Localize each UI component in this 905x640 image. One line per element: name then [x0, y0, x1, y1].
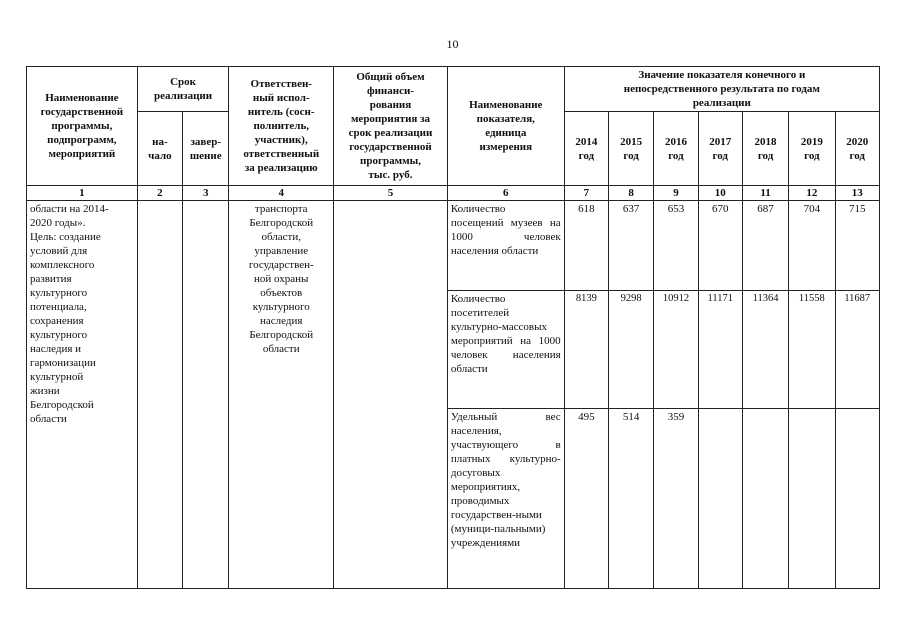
program-table	[26, 66, 880, 589]
header-indicator: Наименование показателя, единица измерения	[447, 67, 564, 186]
value-cell: 8139	[564, 291, 608, 409]
value-cell: 670	[698, 201, 742, 291]
column-number: 13	[835, 186, 879, 201]
column-number: 7	[564, 186, 608, 201]
header-program-name: Наименование государственной программы, подпрограмм, мероприятий	[27, 67, 138, 186]
indicator-cell: Количество посетителей культурно-массовых мероприятий на 1000 человек населения области	[447, 291, 564, 409]
column-number: 5	[334, 186, 448, 201]
value-cell: 11364	[742, 291, 788, 409]
header-year-2017: 2017 год	[698, 112, 742, 186]
value-cell: 618	[564, 201, 608, 291]
column-number: 8	[608, 186, 653, 201]
header-values-group: Значение показателя конечного и непосредственного результата по годам реализации	[564, 67, 879, 112]
value-cell: 11558	[789, 291, 835, 409]
value-cell: 514	[608, 409, 653, 589]
column-number: 11	[742, 186, 788, 201]
column-number-row	[27, 186, 880, 201]
value-cell	[835, 409, 879, 589]
value-cell	[698, 409, 742, 589]
table-row	[27, 201, 880, 291]
column-number: 12	[789, 186, 835, 201]
program-description: области на 2014- 2020 годы». Цель: создание условий для комплексного развития культурного потенциала, сохранения культурного наследия и гармонизации культурной жизни Белгородской области	[27, 201, 138, 589]
value-cell: 687	[742, 201, 788, 291]
column-number: 10	[698, 186, 742, 201]
value-cell	[742, 409, 788, 589]
value-cell: 704	[789, 201, 835, 291]
finance-cell	[334, 201, 448, 589]
header-year-2014: 2014 год	[564, 112, 608, 186]
value-cell: 11171	[698, 291, 742, 409]
indicator-cell: Удельный вес населения, участвующего в платных культурно-досуговых мероприятиях, проводимых государствен-ными (муници-пальными) учреждениями	[447, 409, 564, 589]
header-year-2015: 2015 год	[608, 112, 653, 186]
value-cell: 637	[608, 201, 653, 291]
value-cell: 11687	[835, 291, 879, 409]
value-cell: 495	[564, 409, 608, 589]
column-number: 9	[654, 186, 698, 201]
column-number: 6	[447, 186, 564, 201]
header-year-2019: 2019 год	[789, 112, 835, 186]
value-cell: 9298	[608, 291, 653, 409]
column-number: 3	[183, 186, 229, 201]
column-number: 2	[137, 186, 182, 201]
term-end-cell	[183, 201, 229, 589]
header-year-2016: 2016 год	[654, 112, 698, 186]
page-number: 10	[446, 37, 459, 51]
term-start-cell	[137, 201, 182, 589]
header-term-start: на- чало	[137, 112, 182, 186]
column-number: 4	[229, 186, 334, 201]
header-finance: Общий объем финанси- рования мероприятия за срок реализации государственной программы, тыс. руб.	[334, 67, 448, 186]
value-cell: 359	[654, 409, 698, 589]
value-cell: 10912	[654, 291, 698, 409]
value-cell: 715	[835, 201, 879, 291]
header-responsible: Ответствен- ный испол- нитель (сосн- полнитель, участник), ответственный за реализацию	[229, 67, 334, 186]
header-year-2020: 2020 год	[835, 112, 879, 186]
header-year-2018: 2018 год	[742, 112, 788, 186]
column-number: 1	[27, 186, 138, 201]
header-term-end: завер- шение	[183, 112, 229, 186]
responsible-description: транспорта Белгородской области, управление государствен- ной охраны объектов культурного наследия Белгородской области	[229, 201, 334, 589]
value-cell	[789, 409, 835, 589]
value-cell: 653	[654, 201, 698, 291]
indicator-cell: Количество посещений музеев на 1000 человек населения области	[447, 201, 564, 291]
header-term: Срок реализации	[137, 67, 229, 112]
